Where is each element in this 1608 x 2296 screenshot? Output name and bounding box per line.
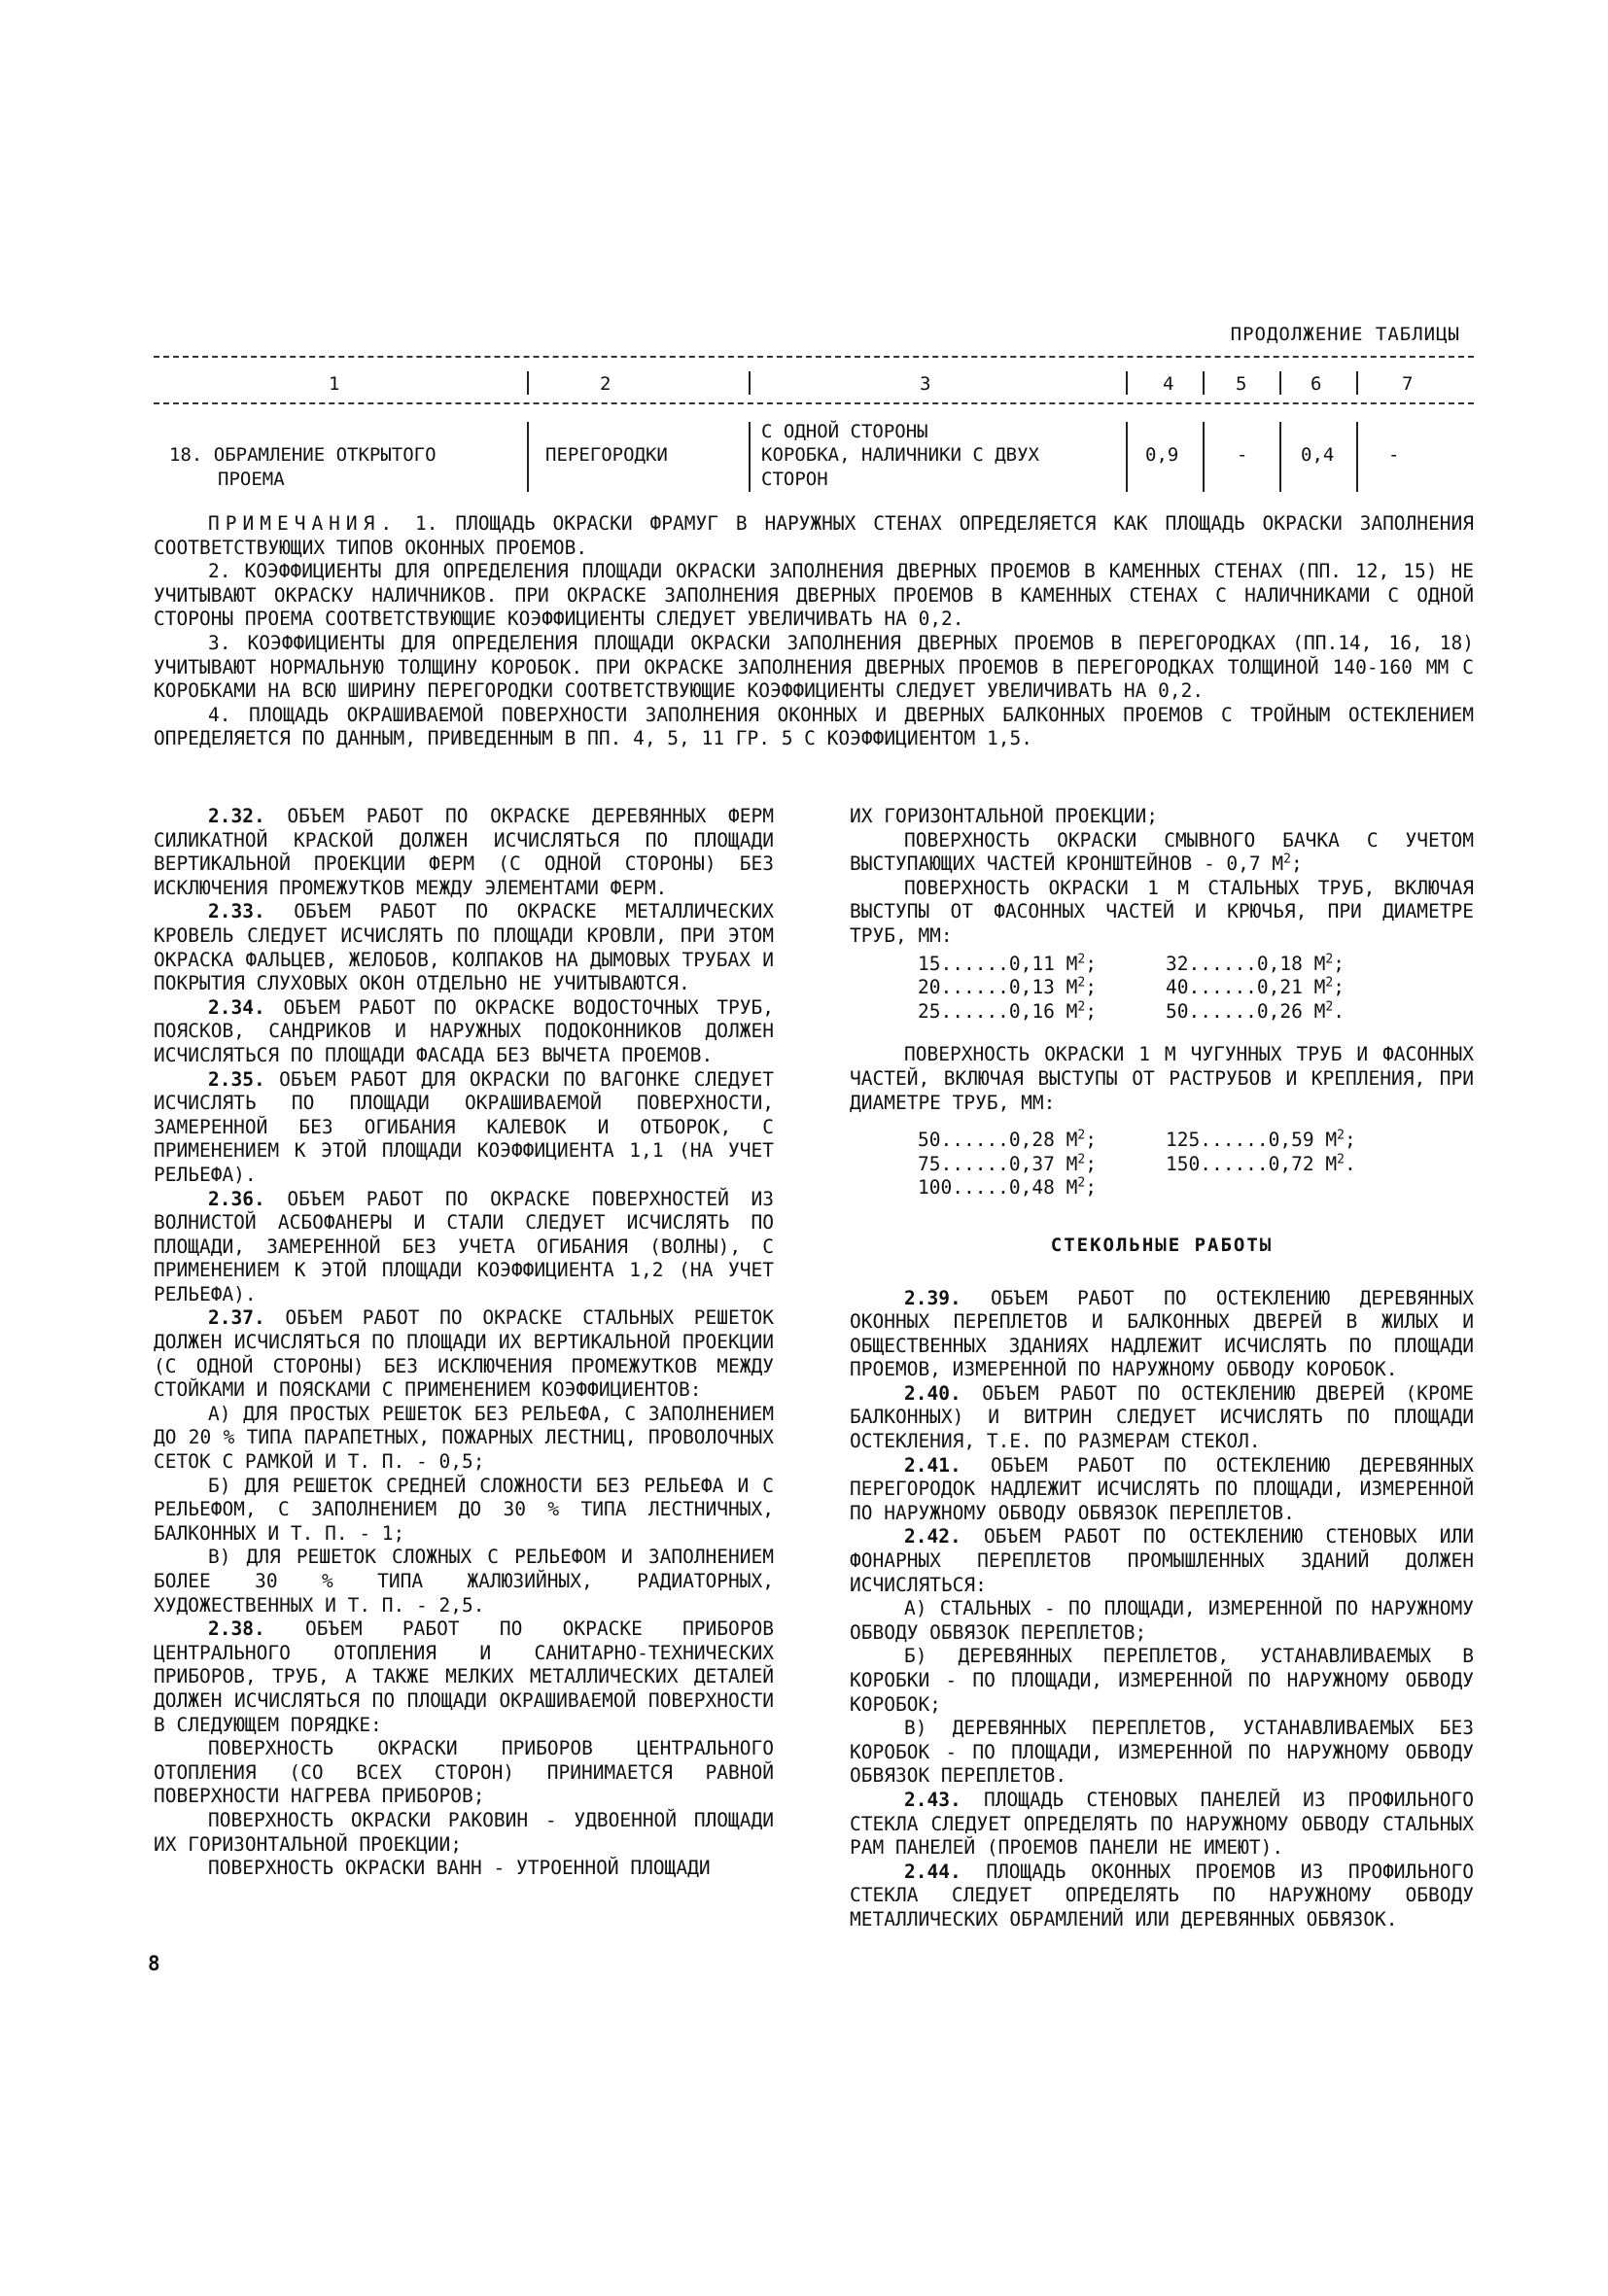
section-heading: СТЕКОЛЬНЫЕ РАБОТЫ [1050, 1234, 1274, 1256]
row-18-type: ПЕРЕГОРОДКИ [545, 444, 668, 466]
paragraph-2-36 [154, 1188, 774, 1307]
row-18-desc-1: С ОДНОЙ СТОРОНЫ [761, 421, 928, 442]
col-separator [749, 371, 751, 395]
paragraph-2-37-a: А) ДЛЯ ПРОСТЫХ РЕШЕТОК БЕЗ РЕЛЬЕФА, С ЗАПОЛНЕНИЕМ ДО 20 % ТИПА ПАРАПЕТНЫХ, ПОЖАРНЫХ ЛЕСТНИЦ, ПРОВОЛОЧНЫХ СЕТОК С РАМКОЙ И Т. П. - 0,5; [154, 1402, 774, 1474]
clause-number: 2.32. [208, 805, 265, 827]
note-2: 2. КОЭФФИЦИЕНТЫ ДЛЯ ОПРЕДЕЛЕНИЯ ПЛОЩАДИ ОКРАСКИ ЗАПОЛНЕНИЯ ДВЕРНЫХ ПРОЕМОВ В КАМЕННЫХ СТЕНАХ (ПП. 12, 15) НЕ УЧИТЫВАЮТ ОКРАСКУ НАЛИЧНИКОВ. ПРИ ОКРАСКЕ ЗАПОЛНЕНИЯ ДВЕРНЫХ ПРОЕМОВ В КАМЕННЫХ СТЕНАХ С НАЛИЧНИКАМИ С ОДНОЙ СТОРОНЫ ПРОЕМА СООТВЕТСТВУЮЩИЕ КОЭФФИЦИЕНТЫ СЛЕДУЕТ УВЕЛИЧИВАТЬ НА 0,2. [154, 560, 1474, 631]
clause-number: 2.44. [904, 1860, 961, 1883]
paragraph-2-38-c: ПОВЕРХНОСТЬ ОКРАСКИ ВАНН - УТРОЕННОЙ ПЛОЩАДИ [208, 1857, 711, 1880]
clause-number: 2.37. [208, 1306, 265, 1330]
paragraph-2-39 [850, 1287, 1474, 1382]
paragraph-2-33 [154, 900, 774, 995]
item-value: 15......0,11 М [918, 952, 1078, 975]
clause-text: ОБЪЕМ РАБОТ ПО ОСТЕКЛЕНИЮ ДЕРЕВЯННЫХ ПЕРЕГОРОДОК НАДЛЕЖИТ ИСЧИСЛЯТЬ ПО ПЛОЩАДИ, ИЗМЕРЕННОЙ ПО НАРУЖНОМУ ОБВОДУ ОБВЯЗОК ПЕРЕПЛЕТОВ. [850, 1453, 1474, 1524]
cast-iron-item [1166, 1153, 1389, 1177]
item-value: 32......0,18 М [1166, 952, 1326, 975]
clause-text: ПЛОЩАДЬ СТЕНОВЫХ ПАНЕЛЕЙ ИЗ ПРОФИЛЬНОГО СТЕКЛА СЛЕДУЕТ ОПРЕДЕЛЯТЬ ПО НАРУЖНОМУ ОБВОДУ СТАЛЬНЫХ РАМ ПАНЕЛЕЙ (ПРОЕМОВ ПАНЕЛИ НЕ ИМЕЮТ). [850, 1788, 1474, 1860]
col-separator [527, 371, 529, 395]
steel-pipe-item [918, 953, 1166, 977]
clause-text: ОБЪЕМ РАБОТ ДЛЯ ОКРАСКИ ПО ВАГОНКЕ СЛЕДУЕТ ИСЧИСЛЯТЬ ПО ПЛОЩАДИ ОКРАШИВАЕМОЙ ПОВЕРХНОСТИ, ЗАМЕРЕННОЙ БЕЗ ОГИБАНИЯ КАЛЕВОК И ОТБОРОК, С ПРИМЕНЕНИЕМ К ЭТОЙ ПЛОЩАДИ КОЭФФИЦИЕНТА 1,1 (НА УЧЕТ РЕЛЬЕФА). [154, 1067, 774, 1186]
col-separator [1356, 422, 1358, 492]
cast-iron-paragraph: ПОВЕРХНОСТЬ ОКРАСКИ 1 М ЧУГУННЫХ ТРУБ И ФАСОННЫХ ЧАСТЕЙ, ВКЛЮЧАЯ ВЫСТУПЫ ОТ РАСТРУБОВ И КРЕПЛЕНИЯ, ПРИ ДИАМЕТРЕ ТРУБ, ММ: [850, 1043, 1474, 1114]
steel-pipe-item [1166, 976, 1389, 1000]
superscript: 2 [1077, 975, 1086, 991]
header-col-5: 5 [1236, 373, 1247, 395]
steel-pipes-table [918, 953, 1474, 1025]
row-18-desc-3: СТОРОН [761, 469, 828, 490]
item-value: 25......0,16 М [918, 999, 1078, 1023]
clause-text: ОБЪЕМ РАБОТ ПО ОСТЕКЛЕНИЮ СТЕНОВЫХ ИЛИ ФОНАРНЫХ ПЕРЕПЛЕТОВ ПРОМЫШЛЕННЫХ ЗДАНИЙ ДОЛЖЕН ИСЧИСЛЯТЬСЯ: [850, 1525, 1474, 1596]
punctuation: . [1344, 1152, 1356, 1175]
page-number: 8 [148, 1952, 160, 1975]
superscript: 2 [1077, 952, 1086, 967]
cast-iron-item [918, 1129, 1166, 1153]
clause-text: ОБЪЕМ РАБОТ ПО ОКРАСКЕ ДЕРЕВЯННЫХ ФЕРМ СИЛИКАТНОЙ КРАСКОЙ ДОЛЖЕН ИСЧИСЛЯТЬСЯ ПО ПЛОЩАДИ ВЕРТИКАЛЬНОЙ ПРОЕКЦИИ ФЕРМ (С ОДНОЙ СТОРОНЫ) БЕЗ ИСКЛЮЧЕНИЯ ПРОМЕЖУТКОВ МЕЖДУ ЭЛЕМЕНТАМИ ФЕРМ. [154, 805, 774, 899]
punctuation: ; [1333, 952, 1345, 975]
clause-text: ОБЪЕМ РАБОТ ПО ОСТЕКЛЕНИЮ ДВЕРЕЙ (КРОМЕ БАЛКОННЫХ) И ВИТРИН СЛЕДУЕТ ИСЧИСЛЯТЬ ПО ПЛОЩАДИ ОСТЕКЛЕНИЯ, Т.Е. ПО РАЗМЕРАМ СТЕКОЛ. [850, 1381, 1474, 1453]
paragraph-2-34 [154, 996, 774, 1068]
col-separator [1126, 371, 1128, 395]
notes-label: ПРИМЕЧАНИЯ. [208, 512, 399, 535]
paragraph-2-38-b: ПОВЕРХНОСТЬ ОКРАСКИ РАКОВИН - УДВОЕННОЙ ПЛОЩАДИ ИХ ГОРИЗОНТАЛЬНОЙ ПРОЕКЦИИ; [154, 1808, 774, 1856]
col-separator [1279, 371, 1281, 395]
row-18-col6: 0,4 [1301, 444, 1335, 466]
header-col-2: 2 [600, 373, 612, 395]
clause-text: ОБЪЕМ РАБОТ ПО ОКРАСКЕ МЕТАЛЛИЧЕСКИХ КРОВЕЛЬ СЛЕДУЕТ ИСЧИСЛЯТЬ ПО ПЛОЩАДИ КРОВЛИ, ПРИ ЭТОМ ОКРАСКА ФАЛЬЦЕВ, ЖЕЛОБОВ, КОЛПАКОВ НА ДЫМОВЫХ ТРУБАХ И ПОКРЫТИЯ СЛУХОВЫХ ОКОН ОТДЕЛЬНО НЕ УЧИТЫВАЮТСЯ. [154, 900, 774, 995]
table-top-rule [154, 356, 1474, 358]
paragraph-2-37 [154, 1306, 774, 1402]
punctuation: ; [1085, 999, 1097, 1023]
col-separator [1203, 422, 1205, 492]
superscript: 2 [1077, 1128, 1086, 1143]
item-value: 50......0,28 М [918, 1129, 1078, 1152]
left-column [154, 805, 774, 1881]
superscript: 2 [1325, 999, 1334, 1015]
superscript: 2 [1077, 1175, 1086, 1191]
punctuation: ; [1344, 1129, 1356, 1152]
steel-pipe-item [918, 976, 1166, 1000]
item-value: 150......0,72 М [1166, 1152, 1338, 1175]
flush-tank-paragraph [850, 829, 1474, 877]
punctuation: ; [1085, 1152, 1097, 1175]
clause-number: 2.34. [208, 995, 265, 1019]
clause-text: ОБЪЕМ РАБОТ ПО ОСТЕКЛЕНИЮ ДЕРЕВЯННЫХ ОКОННЫХ ПЕРЕПЛЕТОВ И БАЛКОННЫХ ДВЕРЕЙ В ЖИЛЫХ И ОБЩЕСТВЕННЫХ ЗДАНИЯХ НАДЛЕЖИТ ИСЧИСЛЯТЬ ПО ПЛОЩАДИ ПРОЕМОВ, ИЗМЕРЕННОЙ ПО НАРУЖНОМУ ОБВОДУ КОРОБОК. [850, 1286, 1474, 1381]
steel-pipe-item [918, 1000, 1166, 1025]
paragraph-2-44 [850, 1861, 1474, 1932]
steel-pipe-item [1166, 1000, 1389, 1025]
superscript: 2 [1337, 1152, 1345, 1167]
table-header-rule [154, 402, 1474, 404]
clause-text: ОБЪЕМ РАБОТ ПО ОКРАСКЕ ВОДОСТОЧНЫХ ТРУБ, ПОЯСКОВ, САНДРИКОВ И НАРУЖНЫХ ПОДОКОННИКОВ ДОЛЖЕН ИСЧИСЛЯТЬСЯ ПО ПЛОЩАДИ ФАСАДА БЕЗ ВЫЧЕТА ПРОЕМОВ. [154, 995, 774, 1066]
clause-text: ОБЪЕМ РАБОТ ПО ОКРАСКЕ ПРИБОРОВ ЦЕНТРАЛЬНОГО ОТОПЛЕНИЯ И САНИТАРНО-ТЕХНИЧЕСКИХ ПРИБОРОВ, ТРУБ, А ТАКЖЕ МЕЛКИХ МЕТАЛЛИЧЕСКИХ ДЕТАЛЕЙ ДОЛЖЕН ИСЧИСЛЯТЬСЯ ПО ПЛОЩАДИ ОКРАШИВАЕМОЙ ПОВЕРХНОСТИ В СЛЕДУЮЩЕМ ПОРЯДКЕ: [154, 1618, 774, 1736]
col-separator [1203, 371, 1205, 395]
paragraph-2-38 [154, 1618, 774, 1737]
superscript: 2 [1325, 975, 1334, 991]
superscript: 2 [1077, 1152, 1086, 1167]
paragraph-2-42 [850, 1525, 1474, 1597]
item-value: 125......0,59 М [1166, 1129, 1338, 1152]
superscript: 2 [1283, 852, 1291, 867]
col-separator [1356, 371, 1358, 395]
header-col-1: 1 [329, 373, 340, 395]
superscript: 2 [1077, 999, 1086, 1015]
clause-number: 2.33. [208, 900, 265, 923]
punctuation: ; [1085, 1176, 1097, 1200]
clause-number: 2.42. [904, 1525, 961, 1548]
row-18-col5: - [1237, 444, 1248, 466]
clause-number: 2.35. [208, 1067, 265, 1091]
clause-text: ОБЪЕМ РАБОТ ПО ОКРАСКЕ ПОВЕРХНОСТЕЙ ИЗ ВОЛНИСТОЙ АСБОФАНЕРЫ И СТАЛИ СЛЕДУЕТ ИСЧИСЛЯТЬ ПО ПЛОЩАДИ, ЗАМЕРЕННОЙ БЕЗ УЧЕТА ОГИБАНИЯ (ВОЛНЫ), С ПРИМЕНЕНИЕМ К ЭТОЙ ПЛОЩАДИ КОЭФФИЦИЕНТА 1,2 (НА УЧЕТ РЕЛЬЕФА). [154, 1187, 774, 1305]
paragraph-2-42-b: Б) ДЕРЕВЯННЫХ ПЕРЕПЛЕТОВ, УСТАНАВЛИВАЕМЫХ В КОРОБКИ - ПО ПЛОЩАДИ, ИЗМЕРЕННОЙ ПО НАРУЖНОМУ ОБВОДУ КОРОБОК; [850, 1645, 1474, 1716]
right-column [850, 805, 1474, 1932]
cast-iron-item [918, 1176, 1166, 1200]
paragraph-2-40 [850, 1382, 1474, 1454]
punctuation: ; [1085, 1129, 1097, 1152]
row-18-desc-2: КОРОБКА, НАЛИЧНИКИ С ДВУХ [761, 444, 1039, 466]
header-col-7: 7 [1402, 373, 1414, 395]
item-value: 50......0,26 М [1166, 999, 1326, 1023]
cast-iron-table [918, 1129, 1474, 1200]
paragraph-2-43 [850, 1789, 1474, 1861]
clause-text: ПЛОЩАДЬ ОКОННЫХ ПРОЕМОВ ИЗ ПРОФИЛЬНОГО СТЕКЛА СЛЕДУЕТ ОПРЕДЕЛЯТЬ ПО НАРУЖНОМУ ОБВОДУ МЕТАЛЛИЧЕСКИХ ОБРАМЛЕНИЙ ИЛИ ДЕРЕВЯННЫХ ОБВЯЗОК. [850, 1860, 1474, 1931]
cast-iron-item [918, 1153, 1166, 1177]
table-caption: ПРОДОЛЖЕНИЕ ТАБЛИЦЫ [1230, 324, 1460, 345]
header-col-4: 4 [1163, 373, 1174, 395]
row-18-name-cont: ПРОЕМА [218, 469, 285, 490]
header-col-6: 6 [1311, 373, 1322, 395]
superscript: 2 [1325, 952, 1334, 967]
clause-number: 2.43. [904, 1788, 961, 1811]
flush-tank-text: ПОВЕРХНОСТЬ ОКРАСКИ СМЫВНОГО БАЧКА С УЧЕТОМ ВЫСТУПАЮЩИХ ЧАСТЕЙ КРОНШТЕЙНОВ - 0,7 М [850, 828, 1474, 876]
paragraph-2-41 [850, 1454, 1474, 1526]
note-1: 1. ПЛОЩАДЬ ОКРАСКИ ФРАМУГ В НАРУЖНЫХ СТЕНАХ ОПРЕДЕЛЯЕТСЯ КАК ПЛОЩАДЬ ОКРАСКИ ЗАПОЛНЕНИЯ СООТВЕТСТВУЮЩИХ ТИПОВ ОКОННЫХ ПРОЕМОВ. [154, 512, 1474, 559]
item-value: 20......0,13 М [918, 976, 1078, 999]
clause-number: 2.38. [208, 1618, 265, 1641]
paragraph-2-37-c: В) ДЛЯ РЕШЕТОК СЛОЖНЫХ С РЕЛЬЕФОМ И ЗАПОЛНЕНИЕМ БОЛЕЕ 30 % ТИПА ЖАЛЮЗИЙНЫХ, РАДИАТОРНЫХ, ХУДОЖЕСТВЕННЫХ И Т. П. - 2,5. [154, 1546, 774, 1617]
punctuation: ; [1333, 976, 1345, 999]
continued-text: ИХ ГОРИЗОНТАЛЬНОЙ ПРОЕКЦИИ; [850, 805, 1158, 827]
item-value: 75......0,37 М [918, 1152, 1078, 1175]
paragraph-2-42-c: В) ДЕРЕВЯННЫХ ПЕРЕПЛЕТОВ, УСТАНАВЛИВАЕМЫХ БЕЗ КОРОБОК - ПО ПЛОЩАДИ, ИЗМЕРЕННОЙ ПО НАРУЖНОМУ ОБВОДУ ОБВЯЗОК ПЕРЕПЛЕТОВ. [850, 1717, 1474, 1788]
steel-pipes-paragraph: ПОВЕРХНОСТЬ ОКРАСКИ 1 М СТАЛЬНЫХ ТРУБ, ВКЛЮЧАЯ ВЫСТУПЫ ОТ ФАСОННЫХ ЧАСТЕЙ И КРЮЧЬЯ, ПРИ ДИАМЕТРЕ ТРУБ, ММ: [850, 876, 1474, 947]
clause-number: 2.39. [904, 1286, 961, 1309]
clause-number: 2.36. [208, 1187, 265, 1210]
row-18-col4: 0,9 [1145, 444, 1179, 466]
clause-number: 2.40. [904, 1381, 961, 1405]
header-col-3: 3 [920, 373, 931, 395]
punctuation: ; [1290, 852, 1303, 876]
paragraph-2-35 [154, 1068, 774, 1188]
paragraph-2-42-a: А) СТАЛЬНЫХ - ПО ПЛОЩАДИ, ИЗМЕРЕННОЙ ПО НАРУЖНОМУ ОБВОДУ ОБВЯЗОК ПЕРЕПЛЕТОВ; [850, 1597, 1474, 1644]
clause-number: 2.41. [904, 1453, 961, 1477]
paragraph-2-37-b: Б) ДЛЯ РЕШЕТОК СРЕДНЕЙ СЛОЖНОСТИ БЕЗ РЕЛЬЕФА И С РЕЛЬЕФОМ, С ЗАПОЛНЕНИЕМ ДО 30 % ТИПА ЛЕСТНИЧНЫХ, БАЛКОННЫХ И Т. П. - 1; [154, 1474, 774, 1545]
item-value: 100.....0,48 М [918, 1176, 1078, 1200]
col-separator [749, 422, 751, 492]
punctuation: ; [1085, 952, 1097, 975]
item-value: 40......0,21 М [1166, 976, 1326, 999]
col-separator [1279, 422, 1281, 492]
col-separator [527, 422, 529, 492]
cast-iron-item [1166, 1129, 1389, 1153]
row-18-name: 18. ОБРАМЛЕНИЕ ОТКРЫТОГО [169, 444, 437, 466]
steel-pipe-item [1166, 953, 1389, 977]
paragraph-2-32 [154, 805, 774, 900]
note-4: 4. ПЛОЩАДЬ ОКРАШИВАЕМОЙ ПОВЕРХНОСТИ ЗАПОЛНЕНИЯ ОКОННЫХ И ДВЕРНЫХ БАЛКОННЫХ ПРОЕМОВ С ТРОЙНЫМ ОСТЕКЛЕНИЕМ ОПРЕДЕЛЯЕТСЯ ПО ДАННЫМ, ПРИВЕДЕННЫМ В ПП. 4, 5, 11 ГР. 5 С КОЭФФИЦИЕНТОМ 1,5. [154, 703, 1474, 750]
col-separator [1126, 422, 1128, 492]
table-notes [154, 512, 1474, 751]
note-3: 3. КОЭФФИЦИЕНТЫ ДЛЯ ОПРЕДЕЛЕНИЯ ПЛОЩАДИ ОКРАСКИ ЗАПОЛНЕНИЯ ДВЕРНЫХ ПРОЕМОВ В ПЕРЕГОРОДКАХ (ПП.14, 16, 18) УЧИТЫВАЮТ НОРМАЛЬНУЮ ТОЛЩИНУ КОРОБОК. ПРИ ОКРАСКЕ ЗАПОЛНЕНИЯ ДВЕРНЫХ ПРОЕМОВ В ПЕРЕГОРОДКАХ ТОЛЩИНОЙ 140-160 ММ С КОРОБКАМИ НА ВСЮ ШИРИНУ ПЕРЕГОРОДКИ СООТВЕТСТВУЮЩИЕ КОЭФФИЦИЕНТЫ СЛЕДУЕТ УВЕЛИЧИВАТЬ НА 0,2. [154, 631, 1474, 703]
punctuation: . [1333, 999, 1345, 1023]
clause-text: ОБЪЕМ РАБОТ ПО ОКРАСКЕ СТАЛЬНЫХ РЕШЕТОК ДОЛЖЕН ИСЧИСЛЯТЬСЯ ПО ПЛОЩАДИ ИХ ВЕРТИКАЛЬНОЙ ПРОЕКЦИИ (С ОДНОЙ СТОРОНЫ) БЕЗ ИСКЛЮЧЕНИЯ ПРОМЕЖУТКОВ МЕЖДУ СТОЙКАМИ И ПОЯСКАМИ С ПРИМЕНЕНИЕМ КОЭФФИЦИЕНТОВ: [154, 1306, 774, 1402]
punctuation: ; [1085, 976, 1097, 999]
paragraph-2-38-a: ПОВЕРХНОСТЬ ОКРАСКИ ПРИБОРОВ ЦЕНТРАЛЬНОГО ОТОПЛЕНИЯ (СО ВСЕХ СТОРОН) ПРИНИМАЕТСЯ РАВНОЙ ПОВЕРХНОСТИ НАГРЕВА ПРИБОРОВ; [154, 1737, 774, 1808]
superscript: 2 [1337, 1128, 1345, 1143]
row-18-col7: - [1388, 444, 1400, 466]
